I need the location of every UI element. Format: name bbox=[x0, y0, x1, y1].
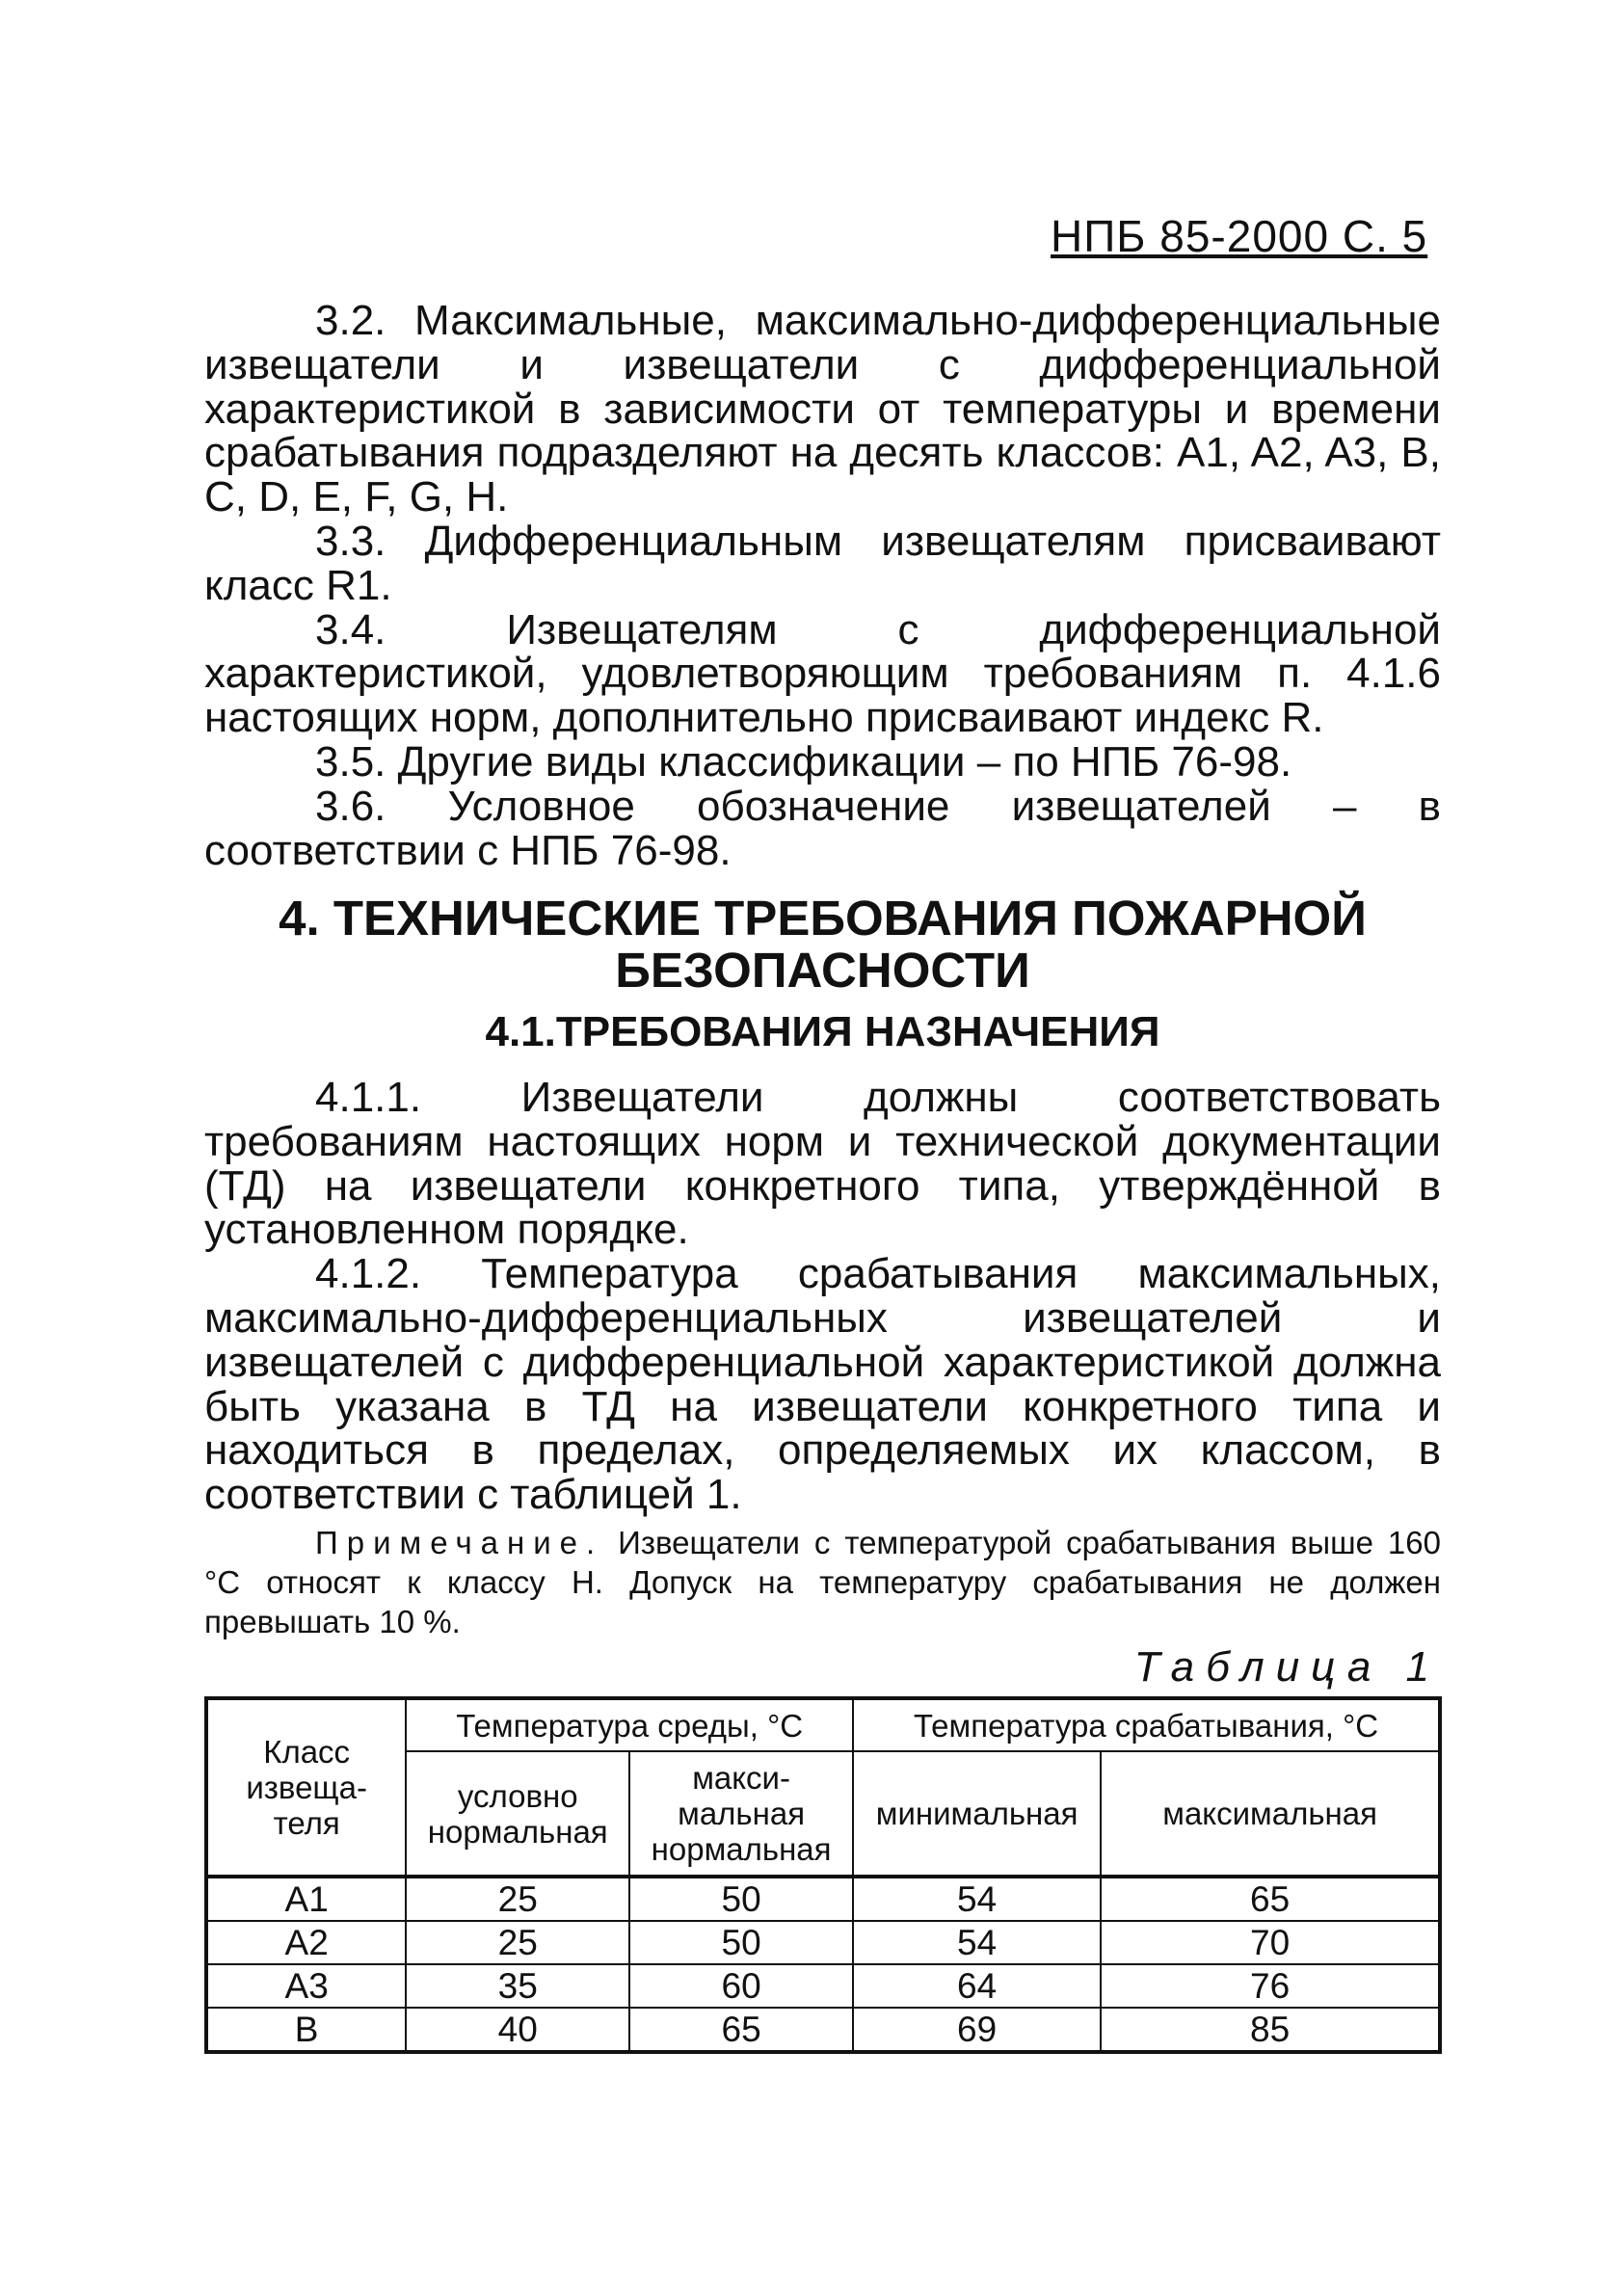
cell-trigger-max: 65 bbox=[1101, 1877, 1440, 1921]
note-text: Извещатели с температурой срабатывания выше 160 °С относят к классу H. Допуск на температуру срабатывания не должен превышать 10 %. bbox=[204, 1525, 1441, 1639]
cell-trigger-max: 76 bbox=[1101, 1964, 1440, 2008]
paragraph-3-2: 3.2. Максимальные, максимально-дифференциальные извещатели и извещатели с дифференциальной характеристикой в зависимости от температуры и времени срабатывания подразделяют на десять классов: A1, A2, A3, B, C, D, E, F, G, H. bbox=[204, 297, 1441, 521]
cell-env-normal: 40 bbox=[406, 2008, 629, 2052]
header-trigger-max: максимальная bbox=[1101, 1751, 1440, 1877]
cell-class: A3 bbox=[206, 1964, 406, 2008]
paragraph-3-5: 3.5. Другие виды классификации – по НПБ 76-98. bbox=[315, 737, 1292, 786]
header-env-max: макси-мальная нормальная bbox=[629, 1751, 853, 1877]
cell-env-max: 65 bbox=[629, 2008, 853, 2052]
note bbox=[204, 1523, 1441, 1641]
section-4-heading-line2: БЕЗОПАСНОСТИ bbox=[615, 943, 1030, 998]
cell-env-normal: 25 bbox=[406, 1921, 629, 1964]
table-caption: Таблица 1 bbox=[1133, 1643, 1441, 1691]
paragraph-3-6: 3.6. Условное обозначение извещателей – в соответствии с НПБ 76-98. bbox=[204, 782, 1441, 874]
header-env-temp: Температура среды, °С bbox=[406, 1698, 853, 1751]
cell-env-max: 50 bbox=[629, 1877, 853, 1921]
cell-trigger-min: 64 bbox=[853, 1964, 1101, 2008]
classification-table bbox=[204, 1696, 1442, 2054]
cell-env-max: 60 bbox=[629, 1964, 853, 2008]
cell-class: B bbox=[206, 2008, 406, 2052]
section-4-heading-line1: 4. ТЕХНИЧЕСКИЕ ТРЕБОВАНИЯ ПОЖАРНОЙ bbox=[279, 891, 1367, 946]
section-4-heading bbox=[204, 892, 1441, 997]
cell-trigger-min: 54 bbox=[853, 1877, 1101, 1921]
table-row bbox=[206, 1921, 1440, 1964]
page-header: НПБ 85-2000 С. 5 bbox=[1051, 211, 1428, 261]
cell-trigger-max: 70 bbox=[1101, 1921, 1440, 1964]
header-class: Класс извеща-теля bbox=[206, 1698, 406, 1877]
table-row bbox=[206, 1964, 1440, 2008]
paragraph-4-1-1: 4.1.1. Извещатели должны соответствовать требованиям настоящих норм и технической документации (ТД) на извещатели конкретного типа, утверждённой в установленном порядке. bbox=[204, 1074, 1441, 1254]
paragraph-4-1-2: 4.1.2. Температура срабатывания максимальных, максимально-дифференциальных извещателей и извещателей с дифференциальной характеристикой должна быть указана в ТД на извещатели конкретного типа и находиться в пределах, определяемых их классом, в соответствии с таблицей 1. bbox=[204, 1250, 1441, 1519]
cell-env-normal: 35 bbox=[406, 1964, 629, 2008]
section-3-text bbox=[204, 299, 1441, 872]
cell-class: A1 bbox=[206, 1877, 406, 1921]
table-row bbox=[206, 2008, 1440, 2052]
cell-trigger-max: 85 bbox=[1101, 2008, 1440, 2052]
header-trigger-temp: Температура срабатывания, °С bbox=[853, 1698, 1440, 1751]
table-row bbox=[206, 1877, 1440, 1921]
cell-class: A2 bbox=[206, 1921, 406, 1964]
subsection-4-1-heading: 4.1.ТРЕБОВАНИЯ НАЗНАЧЕНИЯ bbox=[485, 1008, 1160, 1055]
paragraph-3-4: 3.4. Извещателям с дифференциальной характеристикой, удовлетворяющим требованиям п. 4.1.6 настоящих норм, дополнительно присваивают индекс R. bbox=[204, 605, 1441, 742]
cell-env-max: 50 bbox=[629, 1921, 853, 1964]
paragraph-3-3: 3.3. Дифференциальным извещателям присваивают класс R1. bbox=[204, 517, 1441, 609]
section-4-text bbox=[204, 1076, 1441, 1517]
cell-env-normal: 25 bbox=[406, 1877, 629, 1921]
header-env-normal: условно нормальная bbox=[406, 1751, 629, 1877]
note-label: Примечание. bbox=[315, 1525, 604, 1560]
cell-trigger-min: 69 bbox=[853, 2008, 1101, 2052]
header-trigger-min: минимальная bbox=[853, 1751, 1101, 1877]
cell-trigger-min: 54 bbox=[853, 1921, 1101, 1964]
